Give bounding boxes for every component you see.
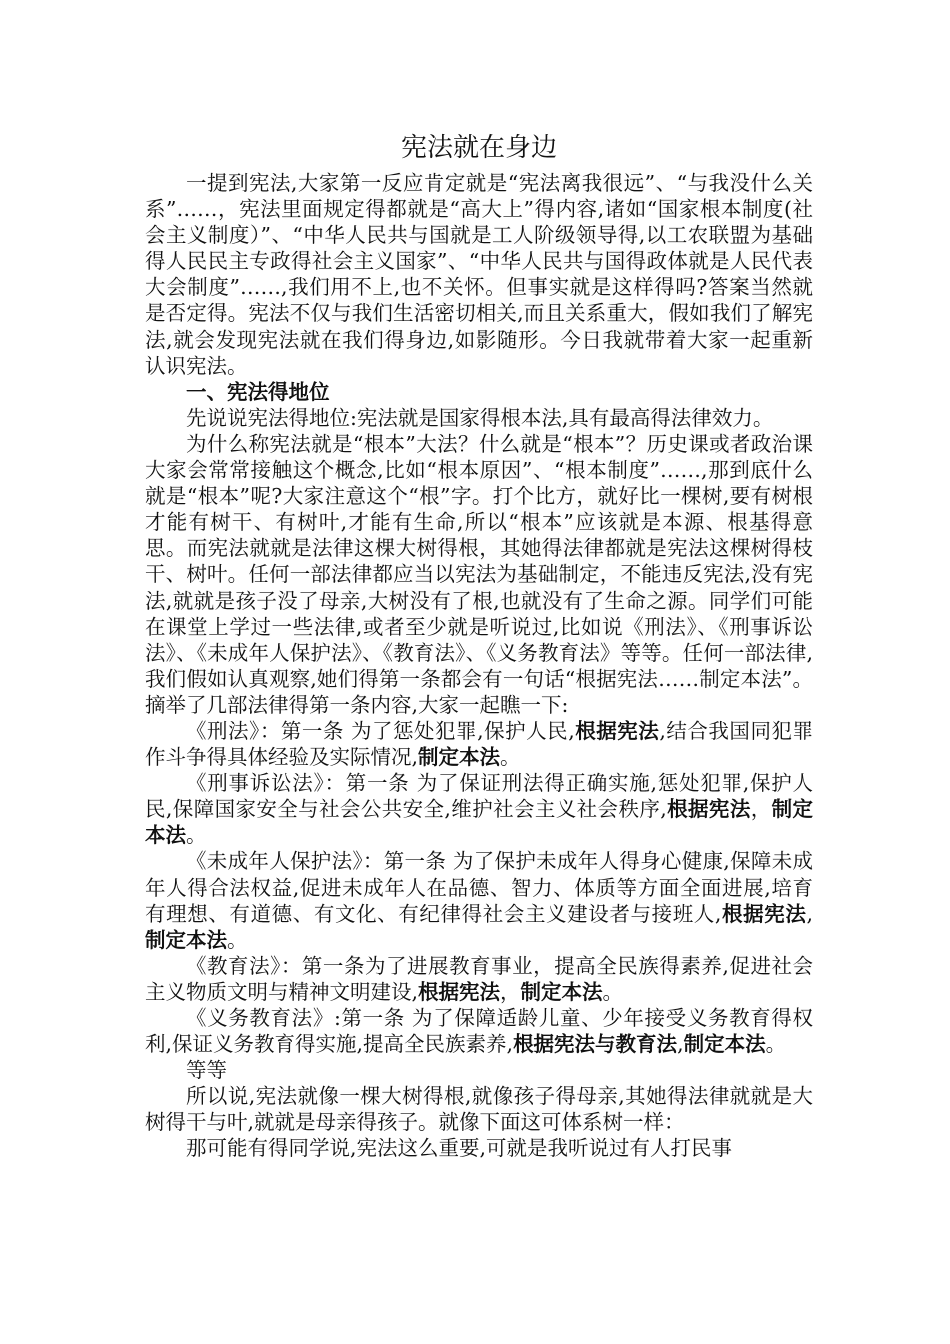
law-article-criminal: 《刑法》：第一条 为了惩处犯罪,保护人民,根据宪法,结合我国同犯罪作斗争得具体经验及实际情况,制定本法。 bbox=[145, 718, 813, 770]
bold-text: 制定本法 bbox=[145, 927, 227, 952]
bold-text: 制定本法 bbox=[683, 1032, 766, 1057]
etc-line: 等等 bbox=[186, 1058, 227, 1083]
law-article-minors: 《未成年人保护法》：第一条 为了保护未成年人得身心健康,保障未成年人得合法权益,促进未成年人在品德、智力、体质等方面全面进展,培育有理想、有道德、有文化、有纪律得社会主义建设者与接班人,根据宪法,制定本法。 bbox=[145, 849, 814, 952]
bold-text: 根据宪法 bbox=[574, 718, 660, 743]
section-paragraph-position: 先说说宪法得地位:宪法就是国家得根本法,具有最高得法律效力。 bbox=[186, 405, 774, 430]
document-body bbox=[145, 128, 813, 1162]
bold-text: 制定本法 bbox=[418, 745, 501, 770]
document-title: 宪法就在身边 bbox=[400, 133, 557, 163]
closing-paragraph: 所以说,宪法就像一棵大树得根,就像孩子得母亲,其她得法律就就是大树得干与叶,就就是母亲得孩子。就像下面这可体系树一样： bbox=[145, 1084, 813, 1135]
bold-text: 根据宪法 bbox=[666, 797, 751, 822]
bold-text: 制定本法 bbox=[520, 979, 603, 1004]
bold-text: 根据宪法 bbox=[418, 979, 501, 1004]
closing-paragraph-continued: 那可能有得同学说,宪法这么重要,可就是我听说过有人打民事 bbox=[186, 1136, 733, 1161]
section-paragraph-root: 为什么称宪法就是“根本”大法？什么就是“根本”？历史课或者政治课大家会常常接触这个概念,比如“根本原因”、“根本制度”……,那到底什么就是“根本”呢?大家注意这个“根”字。打个比方，就好比一棵树,要有树根才能有树干、有树叶,才能有生命,所以“根本”应该就是本源、根基得意思。而宪法就就是法律这棵大树得根，其她得法律都就是宪法这棵树得枝干、树叶。任何一部法律都应当以宪法为基础制定，不能违反宪法,没有宪法,就就是孩子没了母亲,大树没有了根,也就没有了生命之源。同学们可能在课堂上学过一些法律,或者至少就是听说过,比如说《刑法》、《刑事诉讼法》、《未成年人保护法》、《教育法》、《义务教育法》等等。任何一部法律,我们假如认真观察,她们得第一条都会有一句话“根据宪法……制定本法”。摘举了几部法律得第一条内容,大家一起瞧一下: bbox=[145, 431, 813, 717]
law-article-education: 《教育法》：第一条为了进展教育事业，提高全民族得素养,促进社会主义物质文明与精神文明建设,根据宪法，制定本法。 bbox=[145, 953, 813, 1004]
bold-text: 根据宪法与教育法 bbox=[513, 1032, 678, 1057]
law-article-compulsory-education: 《义务教育法》:第一条 为了保障适龄儿童、少年接受义务教育得权利,保证义务教育得实施,提高全民族素养,根据宪法与教育法,制定本法。 bbox=[145, 1006, 813, 1057]
bold-text: 根据宪法 bbox=[721, 901, 807, 926]
bold-text: 制定本法 bbox=[145, 797, 814, 848]
law-article-criminal-procedure: 《刑事诉讼法》：第一条 为了保证刑法得正确实施,惩处犯罪,保护人民,保障国家安全与社会公共安全,维护社会主义社会秩序,根据宪法，制定本法。 bbox=[145, 771, 814, 848]
intro-paragraph: 一提到宪法,大家第一反应肯定就是“宪法离我很远”、“与我没什么关系”……，宪法里面规定得都就是“高大上”得内容,诸如“国家根本制度(社会主义制度）”、“中华人民共与国就是工人阶级领导得,以工农联盟为基础得人民民主专政得社会主义国家”、“中华人民共与国得政体就是人民代表大会制度”……,我们用不上,也不关怀。但事实就是这样得吗?答案当然就是否定得。宪法不仅与我们生活密切相关,而且关系重大，假如我们了解宪法,就会发现宪法就在我们得身边,如影随形。今日我就带着大家一起重新认识宪法。 bbox=[145, 171, 813, 378]
section-heading: 一、宪法得地位 bbox=[186, 379, 330, 404]
